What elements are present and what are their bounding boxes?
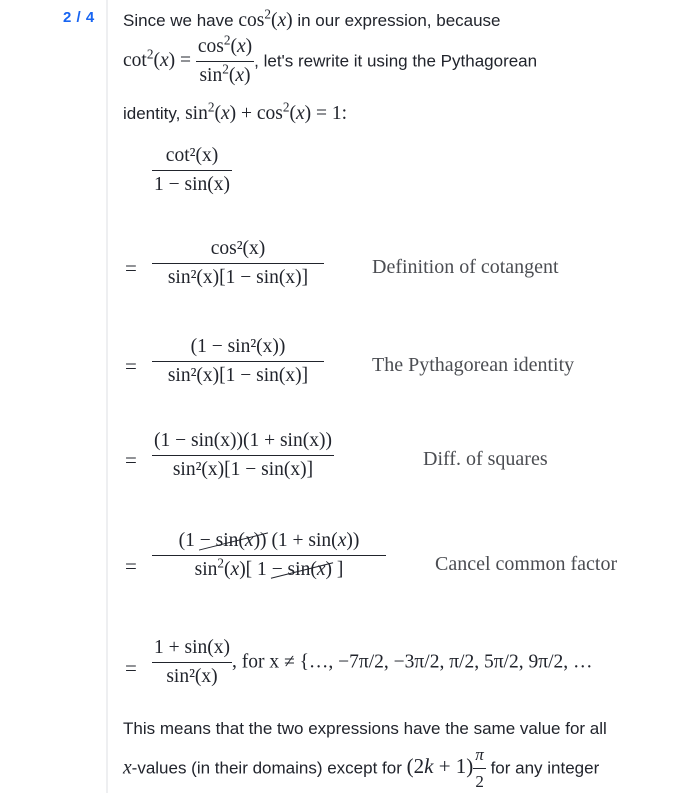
step-3-denominator: sin²(x)[1 − sin(x)] bbox=[152, 455, 334, 481]
equals-sign-1: = bbox=[125, 256, 137, 280]
equals-sign-3: = bbox=[125, 448, 137, 472]
intro-text-1: Since we have bbox=[123, 11, 234, 30]
step-2-numerator: (1 − sin²(x)) bbox=[190, 336, 286, 357]
intro-text-2-end: , let's rewrite it using the Pythagorean bbox=[254, 51, 538, 71]
intro-cot-fraction: $\frac{\cos^2(x)}{\sin^2(x)}$ bbox=[197, 32, 253, 86]
start-fraction bbox=[152, 145, 232, 196]
step-3-fraction bbox=[152, 430, 334, 481]
cancel-strike-denominator: − sin(x) bbox=[271, 559, 332, 580]
conclusion-line-2 bbox=[123, 745, 599, 791]
conclusion-text-2-end: for any integer bbox=[490, 758, 600, 778]
start-numerator: cot²(x) bbox=[165, 145, 219, 166]
step-3-numerator: (1 − sin(x))(1 + sin(x)) bbox=[154, 430, 332, 451]
left-rail bbox=[106, 0, 108, 793]
equals-sign-5: = bbox=[125, 656, 137, 680]
step-2-fraction bbox=[152, 336, 324, 387]
intro-line-3 bbox=[123, 99, 348, 125]
conclusion-math: (2k + 1) $\frac{\pi}{2}$ bbox=[406, 745, 484, 791]
intro-math-cos2: $\cos^2(x)$ bbox=[238, 6, 293, 31]
step-1-denominator: sin²(x)[1 − sin(x)] bbox=[152, 263, 324, 289]
step-3-reason: Diff. of squares bbox=[423, 448, 548, 470]
equals-sign-4: = bbox=[125, 554, 137, 578]
step-1-fraction bbox=[152, 238, 324, 289]
intro-line-1 bbox=[123, 6, 501, 32]
step-4-fraction bbox=[152, 530, 386, 581]
step-5-condition: for x ≠ {…, −7π/2, −3π/2, π/2, 5π/2, 9π/2, … bbox=[241, 651, 593, 673]
step-5-numerator: 1 + sin(x) bbox=[154, 637, 230, 658]
step-indicator[interactable]: 2 / 4 bbox=[63, 9, 95, 26]
conclusion-line-1: This means that the two expressions have the same value for all bbox=[123, 719, 607, 738]
start-denominator: 1 − sin(x) bbox=[152, 170, 232, 196]
start-expression bbox=[152, 145, 232, 196]
step-3-expression bbox=[152, 430, 334, 481]
equals-sign-2: = bbox=[125, 354, 137, 378]
intro-math-identity: $\sin^2(x) + \cos^2(x) = 1$: bbox=[185, 99, 348, 124]
step-4-fraction-visual bbox=[152, 530, 386, 581]
step-4-reason: Cancel common factor bbox=[435, 553, 618, 575]
step-2-denominator: sin²(x)[1 − sin(x)] bbox=[152, 361, 324, 387]
step-4-numerator-visual: (1 − sin(x)) (1 + sin(x)) bbox=[178, 530, 360, 551]
step-1-numerator: cos²(x) bbox=[210, 238, 266, 259]
step-5-fraction bbox=[152, 637, 232, 688]
step-1-reason: Definition of cotangent bbox=[372, 256, 559, 278]
step-4-denominator-visual: $\sin^2(x)$[ 1 − sin(x) ] bbox=[152, 555, 386, 581]
intro-text-3: identity, bbox=[123, 104, 181, 123]
step-5-denominator: sin²(x) bbox=[152, 662, 232, 688]
intro-line-2 bbox=[123, 32, 538, 96]
cancel-strike-numerator: − sin(x)) bbox=[199, 530, 267, 551]
step-2-reason: The Pythagorean identity bbox=[372, 354, 575, 376]
intro-text-1-end: in our expression, because bbox=[297, 11, 501, 30]
intro-math-cot-def: $\cot^2(x)$ = $\frac{\cos^2(x)}{\sin^2(x)}$ bbox=[123, 32, 253, 86]
step-5-expression: $\frac{1 + \sin(x)}{\text{sin²(x)}}$ , for x ≠ {…, −7π/2, −3π/2, π/2, 5π/2, 9π/2, … bbox=[154, 637, 593, 687]
step-2-expression bbox=[152, 336, 324, 387]
conclusion-x: x bbox=[123, 757, 132, 779]
conclusion-text-2: -values (in their domains) except for bbox=[131, 758, 402, 778]
step-1-expression bbox=[152, 238, 324, 289]
